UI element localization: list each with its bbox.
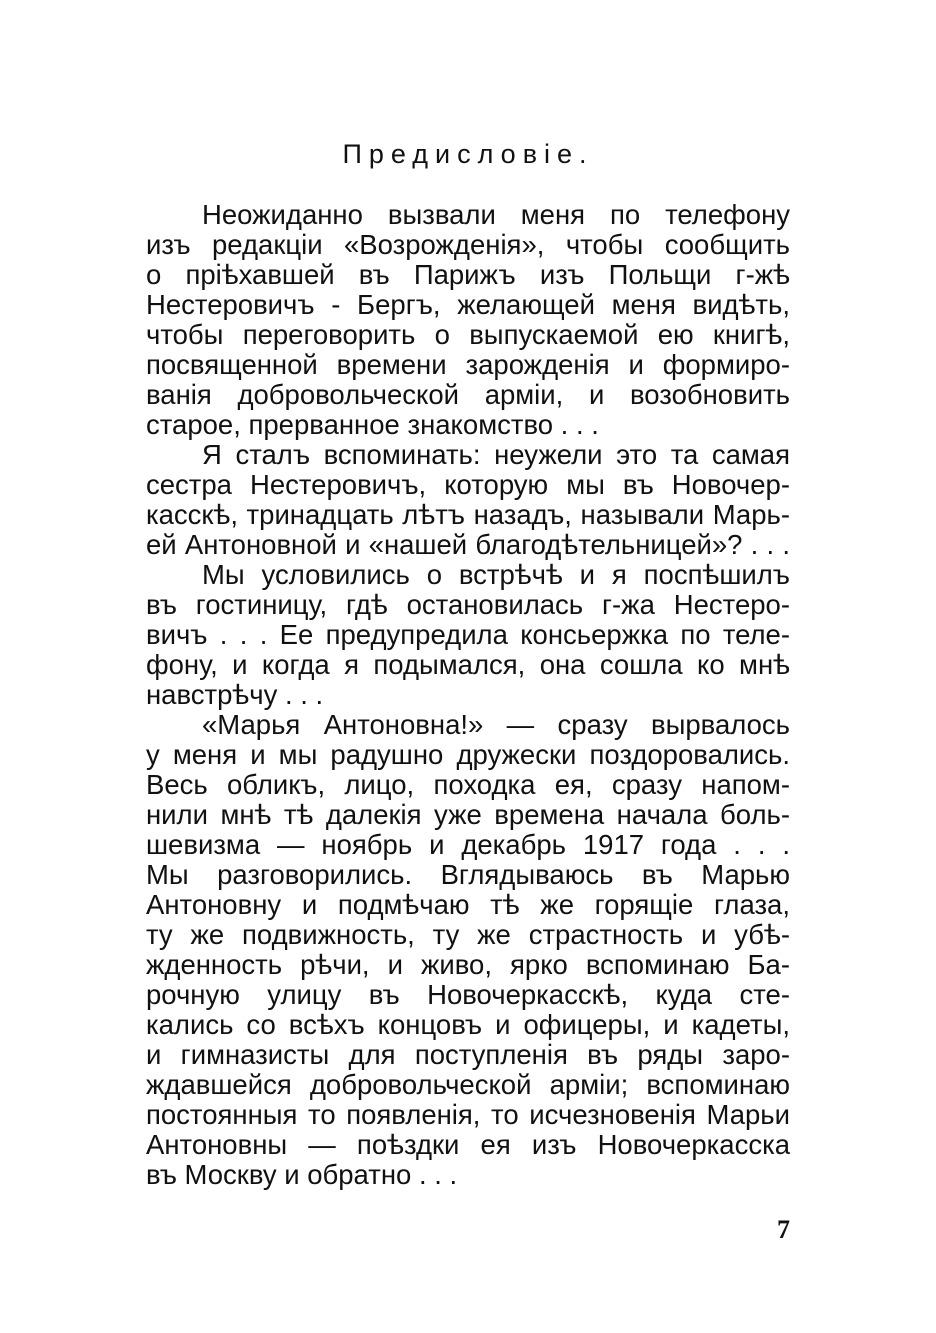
text-line: въ Москву и обратно . . . <box>146 1159 458 1190</box>
page-title: Предисловіе. <box>342 139 594 169</box>
text-line: Весь обликъ, лицо, походка ея, сразу напом- <box>146 769 790 800</box>
text-line: «Марья Антоновна!» — сразу вырвалось <box>202 709 790 740</box>
text-line: Мы условились о встрѣчѣ и я поспѣшилъ <box>202 559 790 590</box>
text-line: шевизма — ноябрь и декабрь 1917 года . . . <box>146 829 790 860</box>
text-line: Антоновну и подмѣчаю тѣ же горящіе глаза, <box>146 889 790 920</box>
text-line: ту же подвижность, ту же страстность и убѣ- <box>146 919 790 950</box>
page-number: 7 <box>777 1215 790 1244</box>
text-line: Антоновны — поѣздки ея изъ Новочеркасска <box>146 1129 790 1160</box>
text-line: рочную улицу въ Новочеркасскѣ, куда сте- <box>146 979 790 1010</box>
text-line: въ гостиницу, гдѣ остановилась г-жа Нестеро- <box>146 589 790 620</box>
text-line: Я сталъ вспоминать: неужели это та самая <box>202 439 790 470</box>
text-line: и гимназисты для поступленія въ ряды заро- <box>146 1039 790 1070</box>
text-line: у меня и мы радушно дружески поздоровались. <box>146 739 790 770</box>
text-line: ждавшейся добровольческой арміи; вспоминаю <box>146 1069 790 1100</box>
text-line: сестра Нестеровичъ, которую мы въ Новочер- <box>146 469 790 500</box>
text-line: посвященной времени зарожденія и формиро- <box>146 349 790 380</box>
text-line: жденность рѣчи, и живо, ярко вспоминаю Ба- <box>146 949 790 980</box>
text-line: нили мнѣ тѣ далекія уже времена начала боль- <box>146 799 790 830</box>
text-line: постоянныя то появленія, то исчезновенія Марьи <box>146 1099 790 1130</box>
text-line: Мы разговорились. Вглядываюсь въ Марью <box>146 859 790 890</box>
text-line: ванія добровольческой арміи, и возобновить <box>146 379 790 410</box>
text-line: изъ редакціи «Возрожденія», чтобы сообщить <box>146 229 790 260</box>
text-line: чтобы переговорить о выпускаемой ею книгѣ, <box>146 319 790 350</box>
text-line: вичъ . . . Ее предупредила консьержка по теле- <box>146 619 790 650</box>
text-line: старое, прерванное знакомство . . . <box>146 409 599 440</box>
text-line: касскѣ, тринадцать лѣтъ назадъ, называли Марь- <box>146 499 790 530</box>
text-line: ей Антоновной и «нашей благодѣтельницей»? . . . <box>146 529 790 560</box>
text-line: фону, и когда я подымался, она сошла ко мнѣ <box>146 649 790 680</box>
text-line: Нестеровичъ - Бергъ, желающей меня видѣть, <box>146 289 790 320</box>
text-line: навстрѣчу . . . <box>146 679 324 710</box>
text-line: Неожиданно вызвали меня по телефону <box>202 199 790 230</box>
text-line: кались со всѣхъ концовъ и офицеры, и кадеты, <box>146 1009 790 1040</box>
body-text <box>146 200 790 1190</box>
text-line: о пріѣхавшей въ Парижъ изъ Польщи г-жѣ <box>146 259 790 290</box>
